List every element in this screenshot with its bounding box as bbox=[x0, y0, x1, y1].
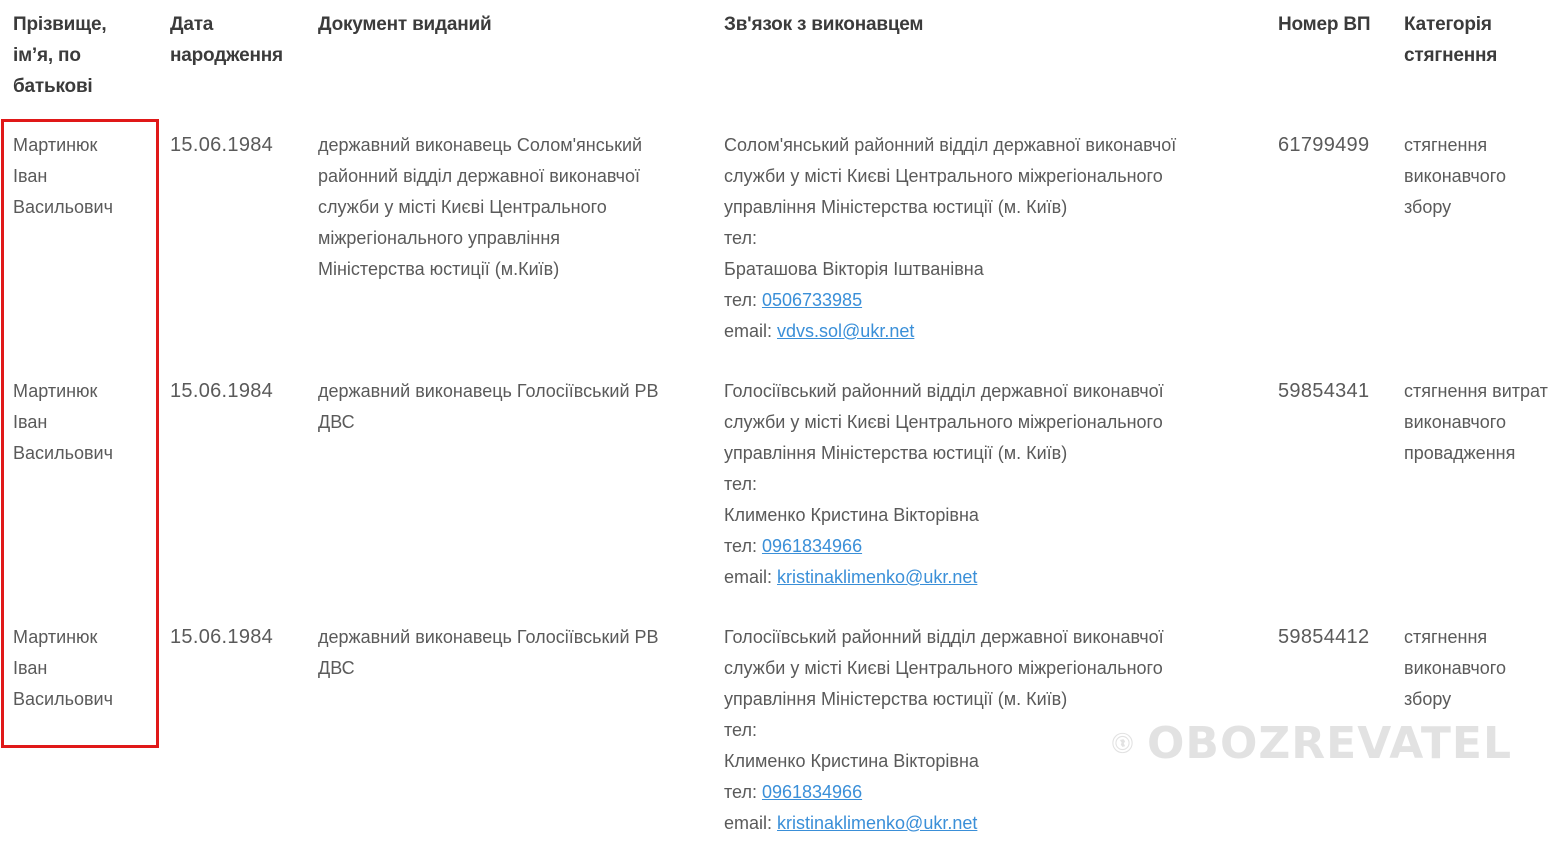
header-case-number: Номер ВП bbox=[1278, 14, 1371, 35]
executor-person: Браташова Вікторія Іштванівна bbox=[724, 259, 984, 279]
debtor-name: Мартинюк Іван Васильович bbox=[13, 381, 113, 463]
issued-by: державний виконавець Голосіївський РВ ДВС bbox=[318, 627, 659, 678]
case-number: 59854412 bbox=[1278, 626, 1370, 648]
issued-by: державний виконавець Голосіївський РВ ДВС bbox=[318, 381, 659, 432]
executor-contact: Голосіївський районний відділ державної виконавчої служби у місті Києві Центрального міжрегіонального управління Міністерства юстиції (м. Київ) тел: Клименко Кристина Вікторівна тел: 0961834966 email: kristinaklimenko@ukr.net bbox=[724, 622, 1264, 839]
debtor-name: Мартинюк Іван Васильович bbox=[13, 627, 113, 709]
watermark-text: OBOZREVATEL bbox=[1147, 717, 1512, 769]
table-row bbox=[0, 130, 1562, 360]
case-number: 59854341 bbox=[1278, 380, 1370, 402]
header-birth-date: Дата народження bbox=[170, 14, 283, 66]
birth-date: 15.06.1984 bbox=[170, 380, 274, 402]
collection-category: стягнення виконавчого збору bbox=[1404, 627, 1506, 709]
header-category: Категорія стягнення bbox=[1404, 14, 1498, 66]
executor-contact: Солом'янський районний відділ державної виконавчої служби у місті Києві Центрального міжрегіонального управління Міністерства юстиції (м. Київ) тел: Браташова Вікторія Іштванівна тел: 0506733985 email: vdvs.sol@ukr.net bbox=[724, 130, 1264, 347]
phone-link[interactable]: 0506733985 bbox=[761, 290, 863, 310]
email-link[interactable]: vdvs.sol@ukr.net bbox=[777, 321, 915, 341]
collection-category: стягнення витрат виконавчого провадження bbox=[1404, 381, 1548, 463]
table-header bbox=[0, 9, 1562, 109]
highlight-box bbox=[1, 119, 159, 748]
email-link[interactable]: kristinaklimenko@ukr.net bbox=[777, 567, 978, 587]
table-row bbox=[0, 376, 1562, 606]
executor-contact: Голосіївський районний відділ державної виконавчої служби у місті Києві Центрального міжрегіонального управління Міністерства юстиції (м. Київ) тел: Клименко Кристина Вікторівна тел: 0961834966 email: kristinaklimenko@ukr.net bbox=[724, 376, 1264, 593]
header-contact: Зв'язок з виконавцем bbox=[724, 14, 924, 35]
header-name: Прізвище, ім’я, по батькові bbox=[13, 14, 107, 97]
collection-category: стягнення виконавчого збору bbox=[1404, 135, 1506, 217]
email-link[interactable]: kristinaklimenko@ukr.net bbox=[777, 813, 978, 833]
globe-logo-icon bbox=[1112, 695, 1133, 791]
case-number: 61799499 bbox=[1278, 134, 1370, 156]
issued-by: державний виконавець Солом'янський районний відділ державної виконавчої служби у місті Києві Центрального міжрегіонального управління Міністерства юстиції (м.Київ) bbox=[318, 135, 643, 279]
phone-link[interactable]: 0961834966 bbox=[761, 536, 863, 556]
watermark bbox=[1112, 693, 1512, 793]
header-document: Документ виданий bbox=[318, 14, 492, 35]
birth-date: 15.06.1984 bbox=[170, 626, 274, 648]
executor-person: Клименко Кристина Вікторівна bbox=[724, 505, 979, 525]
debtor-name: Мартинюк Іван Васильович bbox=[13, 135, 113, 217]
birth-date: 15.06.1984 bbox=[170, 134, 274, 156]
phone-link[interactable]: 0961834966 bbox=[761, 782, 863, 802]
executor-person: Клименко Кристина Вікторівна bbox=[724, 751, 979, 771]
